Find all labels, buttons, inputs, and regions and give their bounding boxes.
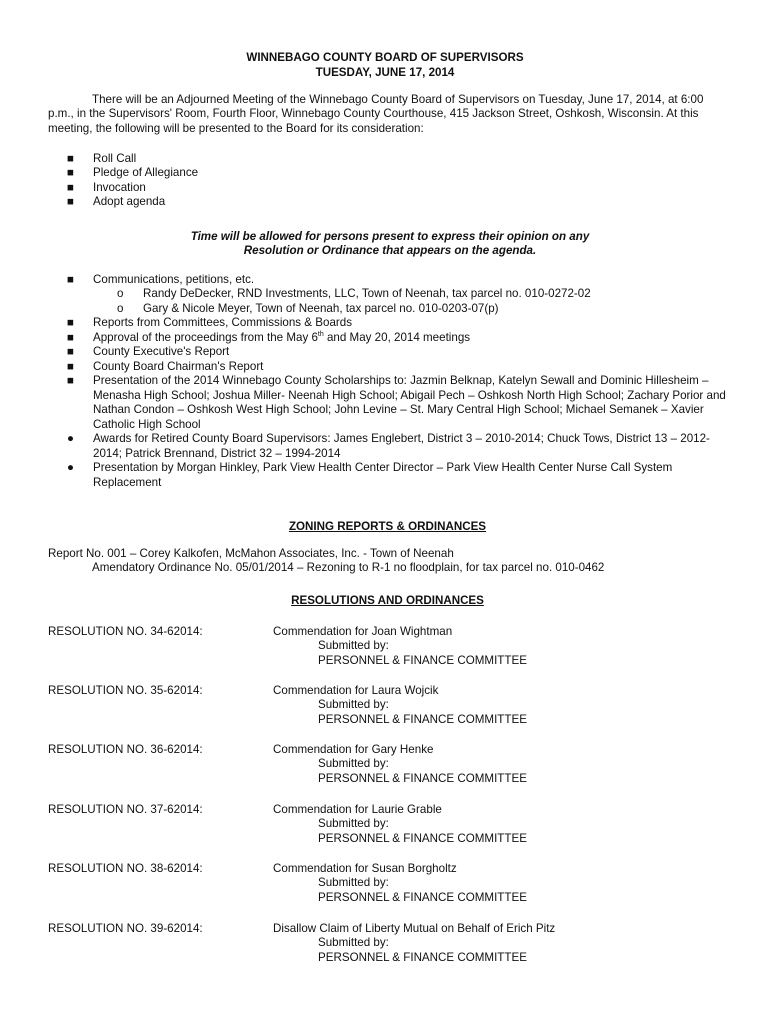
resolution-number: RESOLUTION NO. 37-62014: [48, 803, 203, 816]
list-item: ■ Pledge of Allegiance [67, 166, 199, 180]
committee-name: PERSONNEL & FINANCE COMMITTEE [318, 890, 527, 904]
circle-bullet-icon: o [117, 287, 124, 301]
agenda-item-scholarships: ■ Presentation of the 2014 Winnebago County Scholarships to: Jazmin Belknap, Katelyn Sewall and Dominic Hillesheim – Menasha High School; Joshua Miller- Neenah High School; Abigail Pech – Oshkosh North High School; Zachary Porior and Nathan Condon – Oshkosh West High School; John Levine – St. Mary Central High School; Michael Semanek – Xavier Catholic High School [67, 374, 726, 431]
resolution-number: RESOLUTION NO. 36-62014: [48, 743, 203, 756]
agenda-item-presentation: ● Presentation by Morgan Hinkley, Park View Health Center Director – Park View Health Center Nurse Call System Replacement [67, 461, 673, 489]
committee-name: PERSONNEL & FINANCE COMMITTEE [318, 950, 527, 964]
list-item: ■ Adopt agenda [67, 195, 166, 209]
resolution-number: RESOLUTION NO. 34-62014: [48, 625, 203, 638]
bullet-icon: ■ [67, 374, 75, 388]
communications-sublist [93, 287, 732, 316]
committee-name: PERSONNEL & FINANCE COMMITTEE [318, 771, 527, 785]
meeting-date: TUESDAY, JUNE 17, 2014 [315, 66, 455, 79]
committee-name: PERSONNEL & FINANCE COMMITTEE [318, 831, 527, 845]
zoning-section-title: ZONING REPORTS & ORDINANCES [288, 520, 487, 533]
agenda-list [48, 273, 732, 490]
list-item: ■ Roll Call [67, 152, 137, 165]
bullet-icon: ■ [67, 180, 75, 194]
resolution-subject: Commendation for Susan Borgholtz [273, 862, 457, 875]
document-header [0, 50, 770, 80]
bullet-icon: ■ [67, 359, 75, 373]
agenda-item-reports: ■ Reports from Committees, Commissions & Boards [67, 316, 352, 330]
submitted-label: Submitted by: [318, 817, 389, 831]
resolution-subject: Commendation for Joan Wightman [273, 625, 453, 638]
bullet-icon: ● [67, 461, 75, 475]
resolution-number: RESOLUTION NO. 35-62014: [48, 684, 203, 697]
bullet-icon: ■ [67, 330, 75, 344]
circle-bullet-icon: o [117, 301, 124, 315]
resolution-number: RESOLUTION NO. 38-62014: [48, 862, 203, 875]
bullet-icon: ■ [67, 273, 75, 286]
list-item: o Randy DeDecker, RND Investments, LLC, Town of Neenah, tax parcel no. 010-0272-02 [117, 287, 591, 301]
resolution-number: RESOLUTION NO. 39-62014: [48, 922, 203, 935]
intro-paragraph: There will be an Adjourned Meeting of the Winnebago County Board of Supervisors on Tuesday, June 17, 2014, at 6:00 p.m., in the Supervisors' Room, Fourth Floor, Winnebago County Courthouse, 415 Jackson Street, Oshkosh, Wisconsin. At this meeting, the following will be presented to the Board for its consideration: [48, 93, 704, 135]
submitted-label: Submitted by: [318, 698, 389, 712]
list-item: o Gary & Nicole Meyer, Town of Neenah, tax parcel no. 010-0203-07(p) [117, 301, 499, 315]
bullet-icon: ■ [67, 152, 75, 165]
bullet-icon: ■ [67, 195, 75, 209]
zoning-report-line: Report No. 001 – Corey Kalkofen, McMahon Associates, Inc. - Town of Neenah [48, 547, 454, 560]
agenda-item-communications: ■ Communications, petitions, etc. o Randy DeDecker, RND Investments, LLC, Town of Neenah, tax parcel no. 010-0272-02 o Gary & Nicole Meyer, Town of Neenah, tax parcel no. 010-0203-07(p) [48, 273, 732, 316]
committee-name: PERSONNEL & FINANCE COMMITTEE [318, 653, 527, 667]
resolution-subject: Commendation for Gary Henke [273, 743, 434, 756]
document-title: WINNEBAGO COUNTY BOARD OF SUPERVISORS [246, 51, 524, 64]
agenda-item-chair-report: ■ County Board Chairman's Report [67, 359, 264, 373]
bullet-icon: ■ [67, 166, 75, 180]
bullet-icon: ■ [67, 345, 75, 359]
public-comment-notice: Time will be allowed for persons present to express their opinion on any Resolution or Ordinance that appears on the agenda. [190, 230, 590, 258]
resolution-subject: Disallow Claim of Liberty Mutual on Behalf of Erich Pitz [273, 922, 556, 935]
resolution-subject: Commendation for Laura Wojcik [273, 684, 439, 697]
agenda-item-awards: ● Awards for Retired County Board Supervisors: James Englebert, District 3 – 2010-2014; Chuck Tows, District 13 – 2012-2014; Patrick Brennand, District 32 – 1994-2014 [67, 432, 710, 460]
submitted-label: Submitted by: [318, 639, 389, 653]
agenda-item-approval: ■ Approval of the proceedings from the May 6th and May 20, 2014 meetings [67, 330, 471, 344]
zoning-ordinance-line: Amendatory Ordinance No. 05/01/2014 – Rezoning to R-1 no floodplain, for tax parcel no. 010-0462 [92, 561, 605, 575]
submitted-label: Submitted by: [318, 876, 389, 890]
list-item: ■ Invocation [67, 180, 146, 194]
submitted-label: Submitted by: [318, 936, 389, 950]
bullet-icon: ■ [67, 316, 75, 330]
bullet-icon: ● [67, 432, 75, 446]
resolution-subject: Commendation for Laurie Grable [273, 803, 442, 816]
opening-items-list [48, 152, 732, 210]
resolutions-section-title: RESOLUTIONS AND ORDINANCES [291, 594, 484, 607]
zoning-report [48, 547, 738, 576]
committee-name: PERSONNEL & FINANCE COMMITTEE [318, 712, 527, 726]
submitted-label: Submitted by: [318, 757, 389, 771]
agenda-item-exec-report: ■ County Executive's Report [67, 345, 230, 359]
